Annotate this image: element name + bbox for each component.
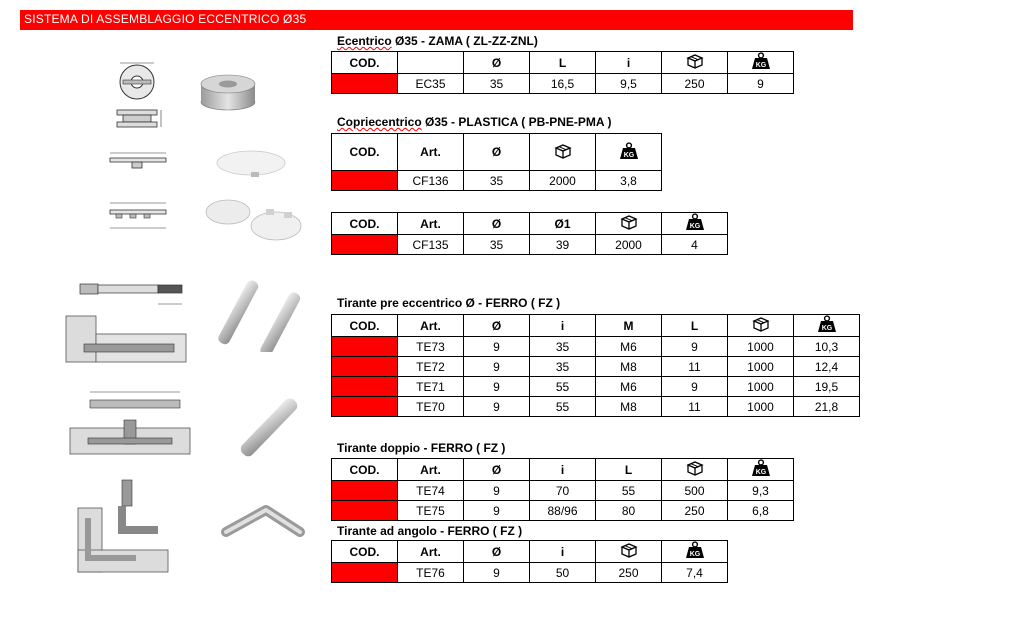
svg-text:KG: KG <box>623 151 634 159</box>
box-icon <box>751 315 771 336</box>
cod-swatch <box>332 397 398 417</box>
cell: TE70 <box>398 397 464 417</box>
cell: 250 <box>662 74 728 94</box>
cell: 12,4 <box>794 357 860 377</box>
col-header-kg <box>662 541 728 563</box>
cell: 7,4 <box>662 563 728 583</box>
kg-weight-icon <box>619 142 639 163</box>
table-row <box>332 357 860 377</box>
section-title-tirante-pre-eccentrico: Tirante pre eccentrico Ø - FERRO ( FZ ) <box>337 296 561 310</box>
table-row <box>332 337 860 357</box>
table-row <box>332 397 860 417</box>
page-title: SISTEMA DI ASSEMBLAGGIO ECCENTRICO Ø35 <box>24 12 307 26</box>
double-tie-rod-technical-drawing <box>68 384 194 464</box>
svg-text:KG: KG <box>755 469 766 476</box>
cover-cap-technical-drawing <box>108 150 170 176</box>
table-row <box>332 481 794 501</box>
table-tirante-doppio <box>331 458 794 521</box>
cell: 2000 <box>596 235 662 255</box>
col-header-box <box>530 134 596 171</box>
cod-swatch <box>332 171 398 191</box>
cell: 9,3 <box>728 481 794 501</box>
cell: TE76 <box>398 563 464 583</box>
cod-swatch <box>332 235 398 255</box>
title-rest: Ø35 - ZAMA ( ZL-ZZ-ZNL) <box>391 34 538 48</box>
cell: M6 <box>596 377 662 397</box>
cell: 1000 <box>728 397 794 417</box>
cell: 250 <box>596 563 662 583</box>
table-tirante-pre-eccentrico <box>331 314 860 417</box>
angle-tie-rod-3d-image <box>214 488 322 554</box>
cell: 88/96 <box>530 501 596 521</box>
table-row <box>332 563 728 583</box>
col-header-box <box>728 315 794 337</box>
eccentric-technical-drawing <box>105 58 175 136</box>
col-header-box <box>662 459 728 481</box>
col-header-kg <box>596 134 662 171</box>
cell: 11 <box>662 397 728 417</box>
col-header-kg <box>662 213 728 235</box>
cod-swatch <box>332 74 398 94</box>
col-header-box <box>662 52 728 74</box>
col-header: i <box>530 459 596 481</box>
section-title-eccentrico <box>337 34 538 48</box>
cell: 55 <box>530 377 596 397</box>
col-header: Art. <box>398 315 464 337</box>
col-header: COD. <box>332 541 398 563</box>
col-header: COD. <box>332 52 398 74</box>
col-header: COD. <box>332 459 398 481</box>
table-row <box>332 74 794 94</box>
cell: 19,5 <box>794 377 860 397</box>
col-header: L <box>530 52 596 74</box>
cell: 9 <box>464 357 530 377</box>
cell: 500 <box>662 481 728 501</box>
cell: TE73 <box>398 337 464 357</box>
cell: 1000 <box>728 337 794 357</box>
table-row <box>332 501 794 521</box>
kg-weight-icon <box>751 459 771 480</box>
cell: 50 <box>530 563 596 583</box>
cell: 2000 <box>530 171 596 191</box>
col-header: COD. <box>332 213 398 235</box>
cell: 1000 <box>728 377 794 397</box>
cell: 35 <box>464 171 530 191</box>
table-row <box>332 235 728 255</box>
cod-swatch <box>332 357 398 377</box>
cell: M6 <box>596 337 662 357</box>
col-header: Ø1 <box>530 213 596 235</box>
col-header: Art. <box>398 213 464 235</box>
col-header: L <box>662 315 728 337</box>
cell: 70 <box>530 481 596 501</box>
table-tirante-ad-angolo <box>331 540 728 583</box>
title-rest: Ø35 - PLASTICA ( PB-PNE-PMA ) <box>421 115 612 129</box>
kg-weight-icon <box>685 541 705 562</box>
box-icon <box>553 142 573 163</box>
col-header: Art. <box>398 459 464 481</box>
svg-text:KG: KG <box>755 62 766 69</box>
cell: 55 <box>530 397 596 417</box>
col-header-box <box>596 541 662 563</box>
col-header: L <box>596 459 662 481</box>
tie-rod-assembly-drawing <box>64 314 190 366</box>
cell: CF136 <box>398 171 464 191</box>
section-title-tirante-ad-angolo: Tirante ad angolo - FERRO ( FZ ) <box>337 524 523 538</box>
cod-swatch <box>332 337 398 357</box>
angle-tie-rod-technical-drawing <box>76 478 194 576</box>
table-row <box>332 171 662 191</box>
cell: 16,5 <box>530 74 596 94</box>
table-copriecentrico-cf136 <box>331 133 662 191</box>
cell: 35 <box>530 357 596 377</box>
cell: 10,3 <box>794 337 860 357</box>
col-header: Ø <box>464 134 530 171</box>
cell: 55 <box>596 481 662 501</box>
cell: 11 <box>662 357 728 377</box>
cell: 9 <box>728 74 794 94</box>
cell: 39 <box>530 235 596 255</box>
col-header: Ø <box>464 459 530 481</box>
col-header: Art. <box>398 134 464 171</box>
table-copriecentrico-cf135 <box>331 212 728 255</box>
cell: 9 <box>464 397 530 417</box>
title-prefix: Copriecentrico <box>337 115 422 129</box>
cell: 9 <box>464 377 530 397</box>
cell: 35 <box>464 74 530 94</box>
table-row <box>332 377 860 397</box>
kg-weight-icon <box>817 315 837 336</box>
cod-swatch <box>332 481 398 501</box>
svg-text:KG: KG <box>821 325 832 332</box>
col-header: Ø <box>464 315 530 337</box>
section-title-tirante-doppio: Tirante doppio - FERRO ( FZ ) <box>337 441 506 455</box>
col-header <box>398 52 464 74</box>
cell: 9 <box>464 337 530 357</box>
cell: M8 <box>596 397 662 417</box>
cell: 35 <box>464 235 530 255</box>
cell: 21,8 <box>794 397 860 417</box>
cell: CF135 <box>398 235 464 255</box>
cod-swatch <box>332 377 398 397</box>
col-header: Art. <box>398 541 464 563</box>
cell: 9 <box>464 563 530 583</box>
cell: 80 <box>596 501 662 521</box>
eccentric-3d-image <box>196 70 264 116</box>
box-icon <box>619 213 639 234</box>
cell: 9 <box>464 481 530 501</box>
col-header-box <box>596 213 662 235</box>
cell: TE75 <box>398 501 464 521</box>
col-header: COD. <box>332 315 398 337</box>
cell: EC35 <box>398 74 464 94</box>
col-header: i <box>530 541 596 563</box>
box-icon <box>619 541 639 562</box>
cell: 3,8 <box>596 171 662 191</box>
double-tie-rod-3d-image <box>222 398 318 466</box>
table-eccentrico <box>331 51 794 94</box>
cod-swatch <box>332 501 398 521</box>
tie-rod-3d-image <box>212 274 320 352</box>
kg-weight-icon <box>685 213 705 234</box>
box-icon <box>685 52 705 73</box>
cell: 9,5 <box>596 74 662 94</box>
cell: TE72 <box>398 357 464 377</box>
col-header: COD. <box>332 134 398 171</box>
cell: TE74 <box>398 481 464 501</box>
header-banner <box>20 10 853 30</box>
cell: 6,8 <box>728 501 794 521</box>
cell: 250 <box>662 501 728 521</box>
cell: 9 <box>662 377 728 397</box>
svg-text:KG: KG <box>689 223 700 230</box>
cell: 1000 <box>728 357 794 377</box>
col-header: i <box>530 315 596 337</box>
tie-rod-technical-drawing <box>70 276 190 312</box>
col-header-kg <box>728 459 794 481</box>
kg-weight-icon <box>751 52 771 73</box>
svg-text:KG: KG <box>689 551 700 558</box>
col-header: Ø <box>464 541 530 563</box>
col-header-kg <box>728 52 794 74</box>
cell: M8 <box>596 357 662 377</box>
cell: 4 <box>662 235 728 255</box>
cell: TE71 <box>398 377 464 397</box>
cover-cap-flanged-3d-image <box>204 196 304 244</box>
cover-cap-3d-image <box>214 148 290 180</box>
cell: 9 <box>464 501 530 521</box>
col-header: Ø <box>464 213 530 235</box>
box-icon <box>685 459 705 480</box>
cover-cap-flanged-technical-drawing <box>106 200 172 238</box>
cell: 9 <box>662 337 728 357</box>
col-header: i <box>596 52 662 74</box>
col-header-kg <box>794 315 860 337</box>
col-header: Ø <box>464 52 530 74</box>
section-title-copriecentrico <box>337 115 611 129</box>
title-prefix: Ecentrico <box>337 34 392 48</box>
col-header: M <box>596 315 662 337</box>
cell: 35 <box>530 337 596 357</box>
cod-swatch <box>332 563 398 583</box>
